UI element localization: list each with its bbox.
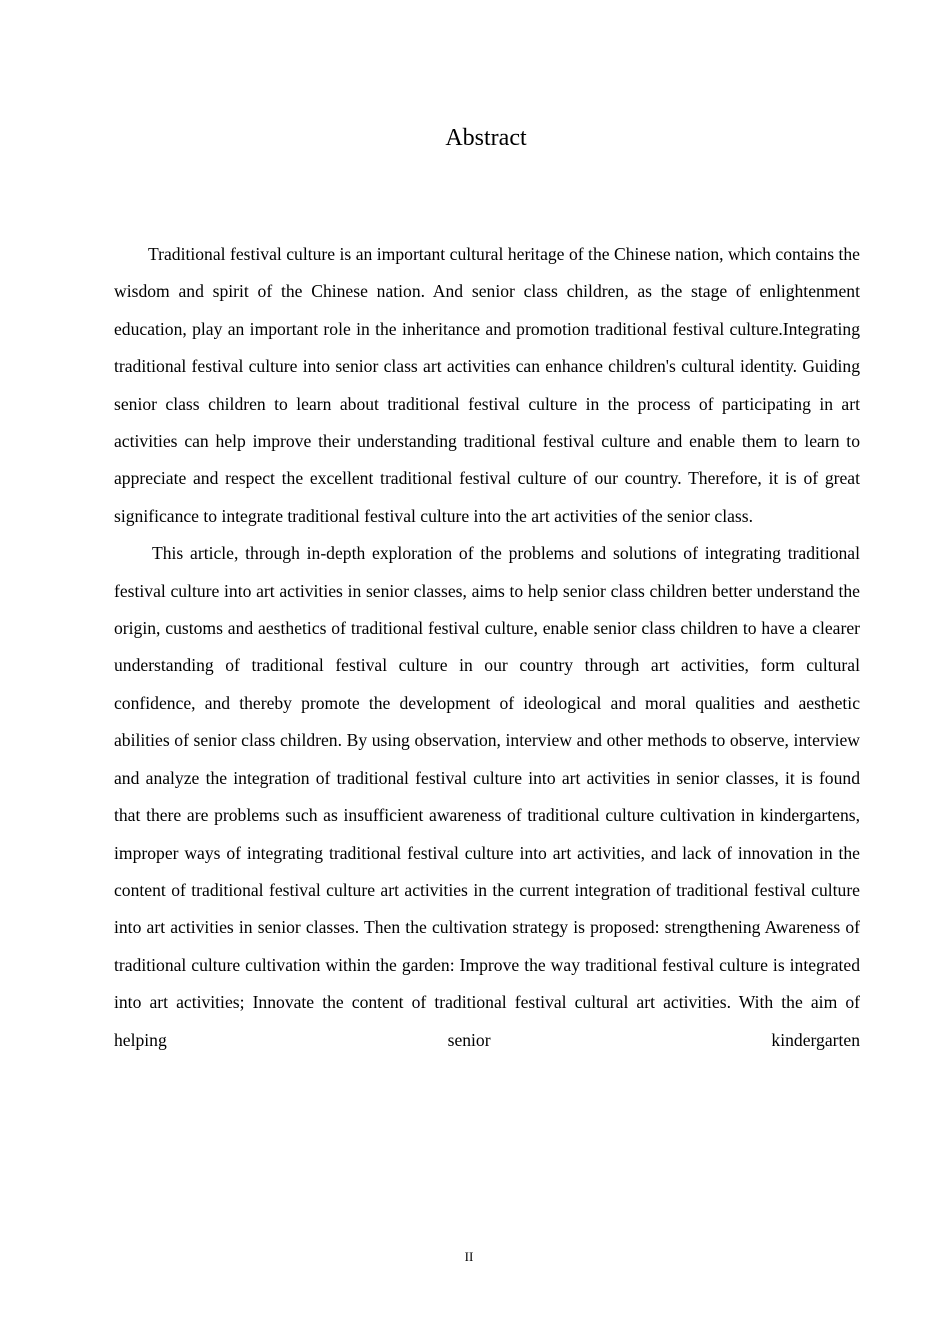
abstract-paragraph-1: Traditional festival culture is an important cultural heritage of the Chinese nation, which contains the wisdom and spirit of the Chinese nation. And senior class children, as the stage of enlightenment education, play an important role in the inheritance and promotion traditional festival culture.Integrating traditional festival culture into senior class art activities can enhance children's cultural identity. Guiding senior class children to learn about traditional festival culture in the process of participating in art activities can help improve their understanding traditional festival culture and enable them to learn to appreciate and respect the excellent traditional festival culture of our country. Therefore, it is of great significance to integrate traditional festival culture into the art activities of the senior class. [114,244,860,526]
page-title: Abstract [445,125,527,151]
abstract-body [114,236,860,1059]
abstract-paragraph-2: This article, through in-depth exploration of the problems and solutions of integrating traditional festival culture into art activities in senior classes, aims to help senior class children better understand the origin, customs and aesthetics of traditional festival culture, enable senior class children to have a clearer understanding of traditional festival culture in our country through art activities, form cultural confidence, and thereby promote the development of ideological and moral qualities and aesthetic abilities of senior class children. By using observation, interview and other methods to observe, interview and analyze the integration of traditional festival culture into art activities in senior classes, it is found that there are problems such as insufficient awareness of traditional culture cultivation in kindergartens, improper ways of integrating traditional festival culture into art activities, and lack of innovation in the content of traditional festival culture art activities in the current integration of traditional festival culture into art activities in senior classes. Then the cultivation strategy is proposed: strengthening Awareness of traditional culture cultivation within the garden: Improve the way traditional festival culture is integrated into art activities; Innovate the content of traditional festival cultural art activities. With the aim of helping senior kindergarten [114,543,860,1050]
page-number: II [464,1249,474,1264]
